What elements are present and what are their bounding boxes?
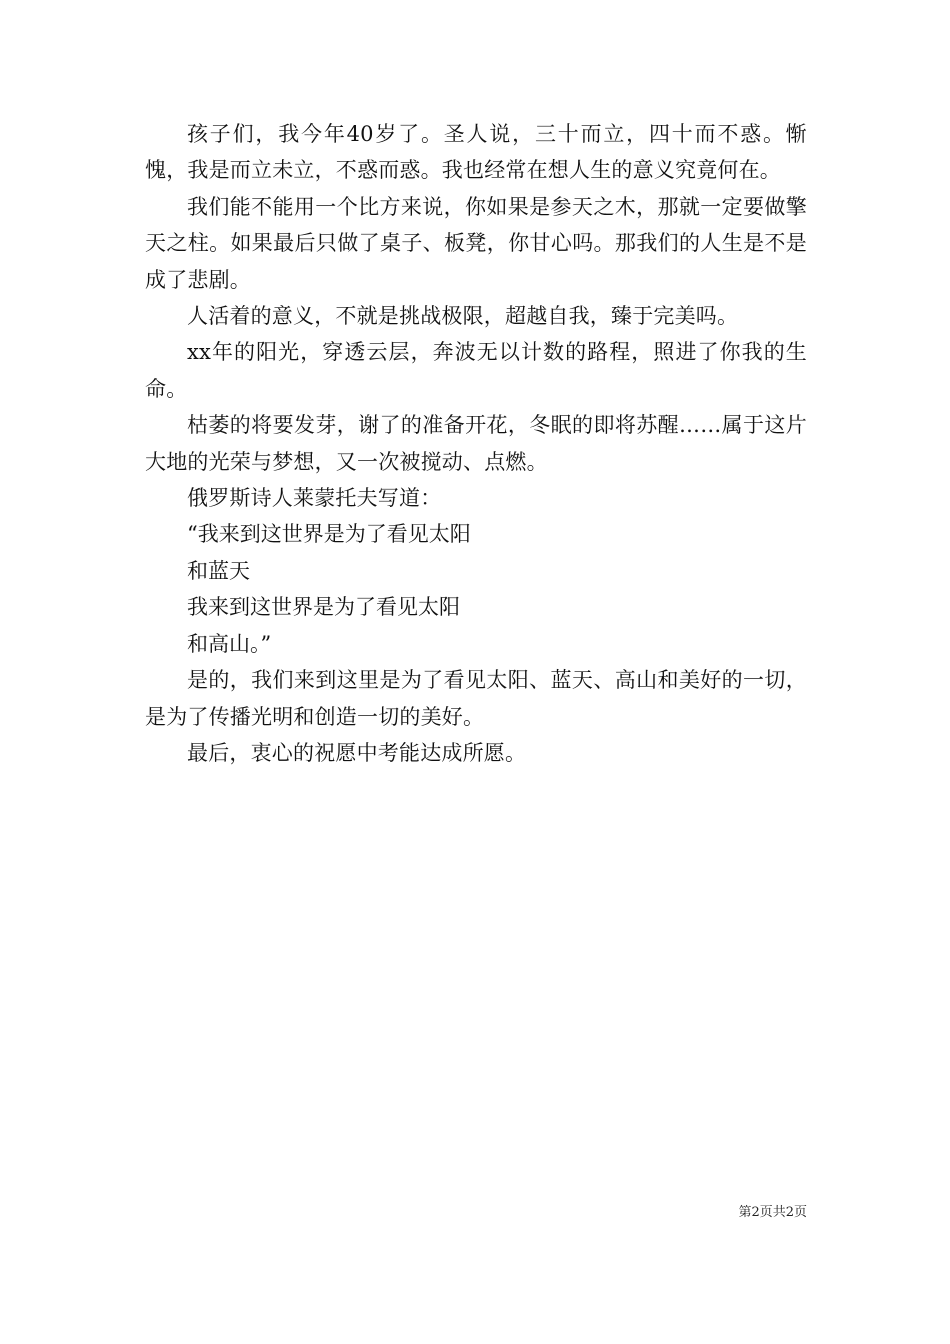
document-body — [145, 116, 807, 771]
verse-line: 和蓝天 — [187, 558, 250, 583]
paragraph: 枯萎的将要发芽，谢了的准备开花，冬眠的即将苏醒……属于这片大地的光荣与梦想，又一次被搅动、点燃。 — [145, 413, 807, 474]
verse-line: 我来到这世界是为了看见太阳 — [187, 595, 460, 620]
paragraph: 人活着的意义，不就是挑战极限，超越自我，臻于完美吗。 — [187, 304, 739, 329]
paragraph: 孩子们，我今年40岁了。圣人说，三十而立，四十而不惑。惭愧，我是而立未立，不惑而惑。我也经常在想人生的意义究竟何在。 — [145, 122, 807, 183]
paragraph: 最后，衷心的祝愿中考能达成所愿。 — [187, 740, 527, 765]
paragraph: 俄罗斯诗人莱蒙托夫写道： — [187, 486, 442, 511]
paragraph: xx年的阳光，穿透云层，奔波无以计数的路程，照进了你我的生命。 — [145, 340, 807, 401]
verse-line: 和高山。” — [187, 631, 272, 656]
page-number-footer: 第2页共2页 — [738, 1205, 807, 1220]
paragraph: 我们能不能用一个比方来说，你如果是参天之木，那就一定要做擎天之柱。如果最后只做了桌子、板凳，你甘心吗。那我们的人生是不是成了悲剧。 — [145, 194, 807, 292]
verse-line: “我来到这世界是为了看见太阳 — [187, 522, 471, 547]
paragraph: 是的，我们来到这里是为了看见太阳、蓝天、高山和美好的一切，是为了传播光明和创造一切的美好。 — [145, 668, 807, 729]
